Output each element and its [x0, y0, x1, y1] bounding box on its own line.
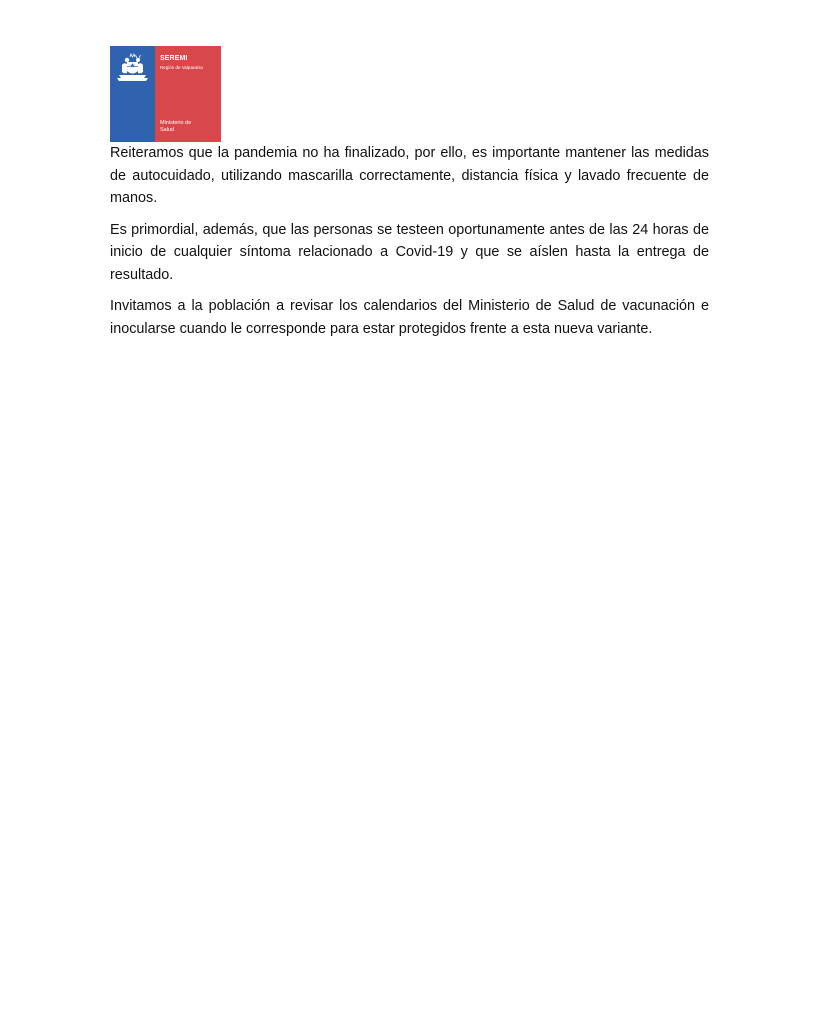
logo-ministry-line2: Salud [160, 127, 175, 133]
logo-ministry [160, 120, 191, 134]
logo-ministry-line1: Ministerio de [160, 120, 192, 126]
paragraph-testing: Es primordial, además, que las personas se testeen oportunamente antes de las 24 horas de inicio de cualquier síntoma relacionado a Covid-19 y que se aíslen hasta la entrega de resultado. [110, 221, 709, 283]
coat-of-arms-icon [114, 53, 151, 83]
document-body [110, 142, 709, 349]
logo-red-panel [155, 46, 221, 142]
paragraph-vaccination: Invitamos a la población a revisar los calendarios del Ministerio de Salud de vacunación e inocularse cuando le corresponde para estar protegidos frente a esta nueva variante. [110, 298, 709, 337]
paragraph-self-care: Reiteramos que la pandemia no ha finalizado, por ello, es importante mantener las medidas de autocuidado, utilizando mascarilla correctamente, distancia física y lavado frecuente de manos. [110, 145, 709, 206]
logo-region: Región de Valparaíso [160, 65, 203, 70]
logo-blue-panel [110, 46, 155, 142]
seremi-logo [110, 46, 221, 142]
logo-title: SEREMI [160, 55, 188, 62]
